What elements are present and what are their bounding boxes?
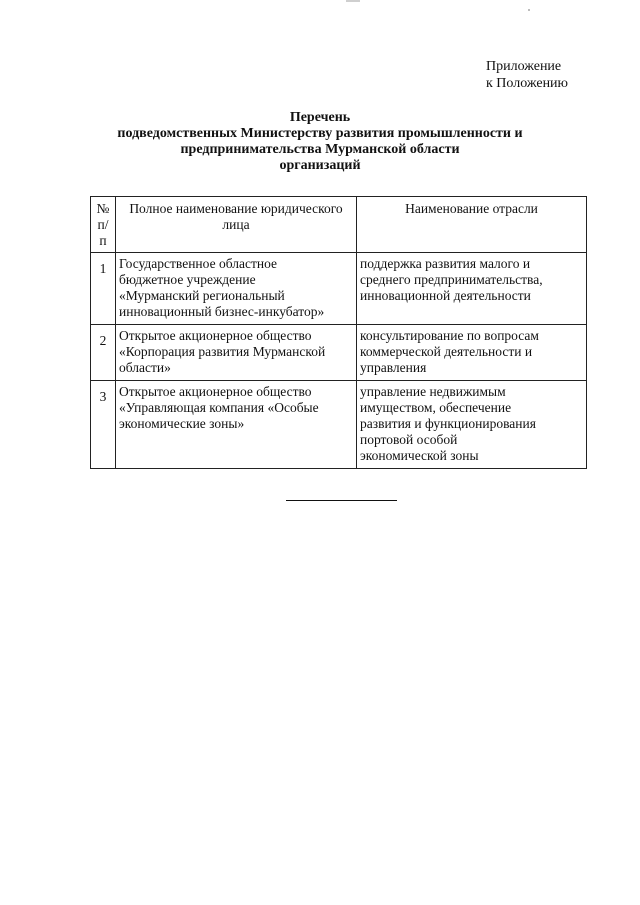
branch-line: консультирование по вопросам <box>360 328 539 343</box>
full-name-line: Государственное областное <box>119 256 277 271</box>
branch-line: коммерческой деятельности и <box>360 344 533 359</box>
header-full-name-line-2: лица <box>222 217 250 232</box>
title-line-2: подведомственных Министерству развития промышленности и <box>117 126 523 141</box>
branch-line: поддержка развития малого и <box>360 256 531 271</box>
title-line-1: Перечень <box>289 110 351 125</box>
branch-line: портовой особой <box>360 432 458 447</box>
scan-mark <box>346 0 360 2</box>
branch-line: среднего предпринимательства, <box>360 272 543 287</box>
full-name-line: Открытое акционерное общество <box>119 328 312 343</box>
branch-line: инновационной деятельности <box>360 288 531 303</box>
table-row <box>91 381 587 469</box>
appendix-line-2: к Положению <box>486 76 569 91</box>
full-name-line: инновационный бизнес-инкубатор» <box>119 304 325 319</box>
row-branch <box>357 325 587 381</box>
branch-line: управление недвижимым <box>360 384 506 399</box>
row-number: 1 <box>91 253 116 325</box>
full-name-line: «Управляющая компания «Особые <box>119 400 319 415</box>
header-number-line-1: № <box>96 201 110 216</box>
organizations-table <box>90 196 587 469</box>
appendix-line-1: Приложение <box>486 59 562 74</box>
appendix-note <box>486 58 568 92</box>
table-row <box>91 325 587 381</box>
full-name-line: бюджетное учреждение <box>119 272 256 287</box>
row-full-name <box>116 253 357 325</box>
row-branch <box>357 253 587 325</box>
header-number-line-2: п/п <box>97 217 109 248</box>
full-name-line: «Мурманский региональный <box>119 288 285 303</box>
branch-line: имуществом, обеспечение <box>360 400 512 415</box>
table-row <box>91 253 587 325</box>
branch-line: управления <box>360 360 427 375</box>
title-line-4: организаций <box>279 158 361 173</box>
header-full-name <box>116 197 357 253</box>
row-branch <box>357 381 587 469</box>
closing-rule <box>286 500 397 501</box>
full-name-line: Открытое акционерное общество <box>119 384 312 399</box>
row-number: 2 <box>91 325 116 381</box>
header-number <box>91 197 116 253</box>
branch-line: развития и функционирования <box>360 416 536 431</box>
title-line-3: предпринимательства Мурманской области <box>180 142 460 157</box>
row-full-name <box>116 325 357 381</box>
table-header-row <box>91 197 587 253</box>
branch-line: экономической зоны <box>360 448 479 463</box>
row-full-name <box>116 381 357 469</box>
scan-dot <box>528 9 530 11</box>
row-number: 3 <box>91 381 116 469</box>
document-title <box>0 110 640 174</box>
full-name-line: «Корпорация развития Мурманской <box>119 344 326 359</box>
full-name-line: экономические зоны» <box>119 416 245 431</box>
full-name-line: области» <box>119 360 171 375</box>
header-full-name-line-1: Полное наименование юридического <box>129 201 343 216</box>
header-branch: Наименование отрасли <box>357 197 587 253</box>
